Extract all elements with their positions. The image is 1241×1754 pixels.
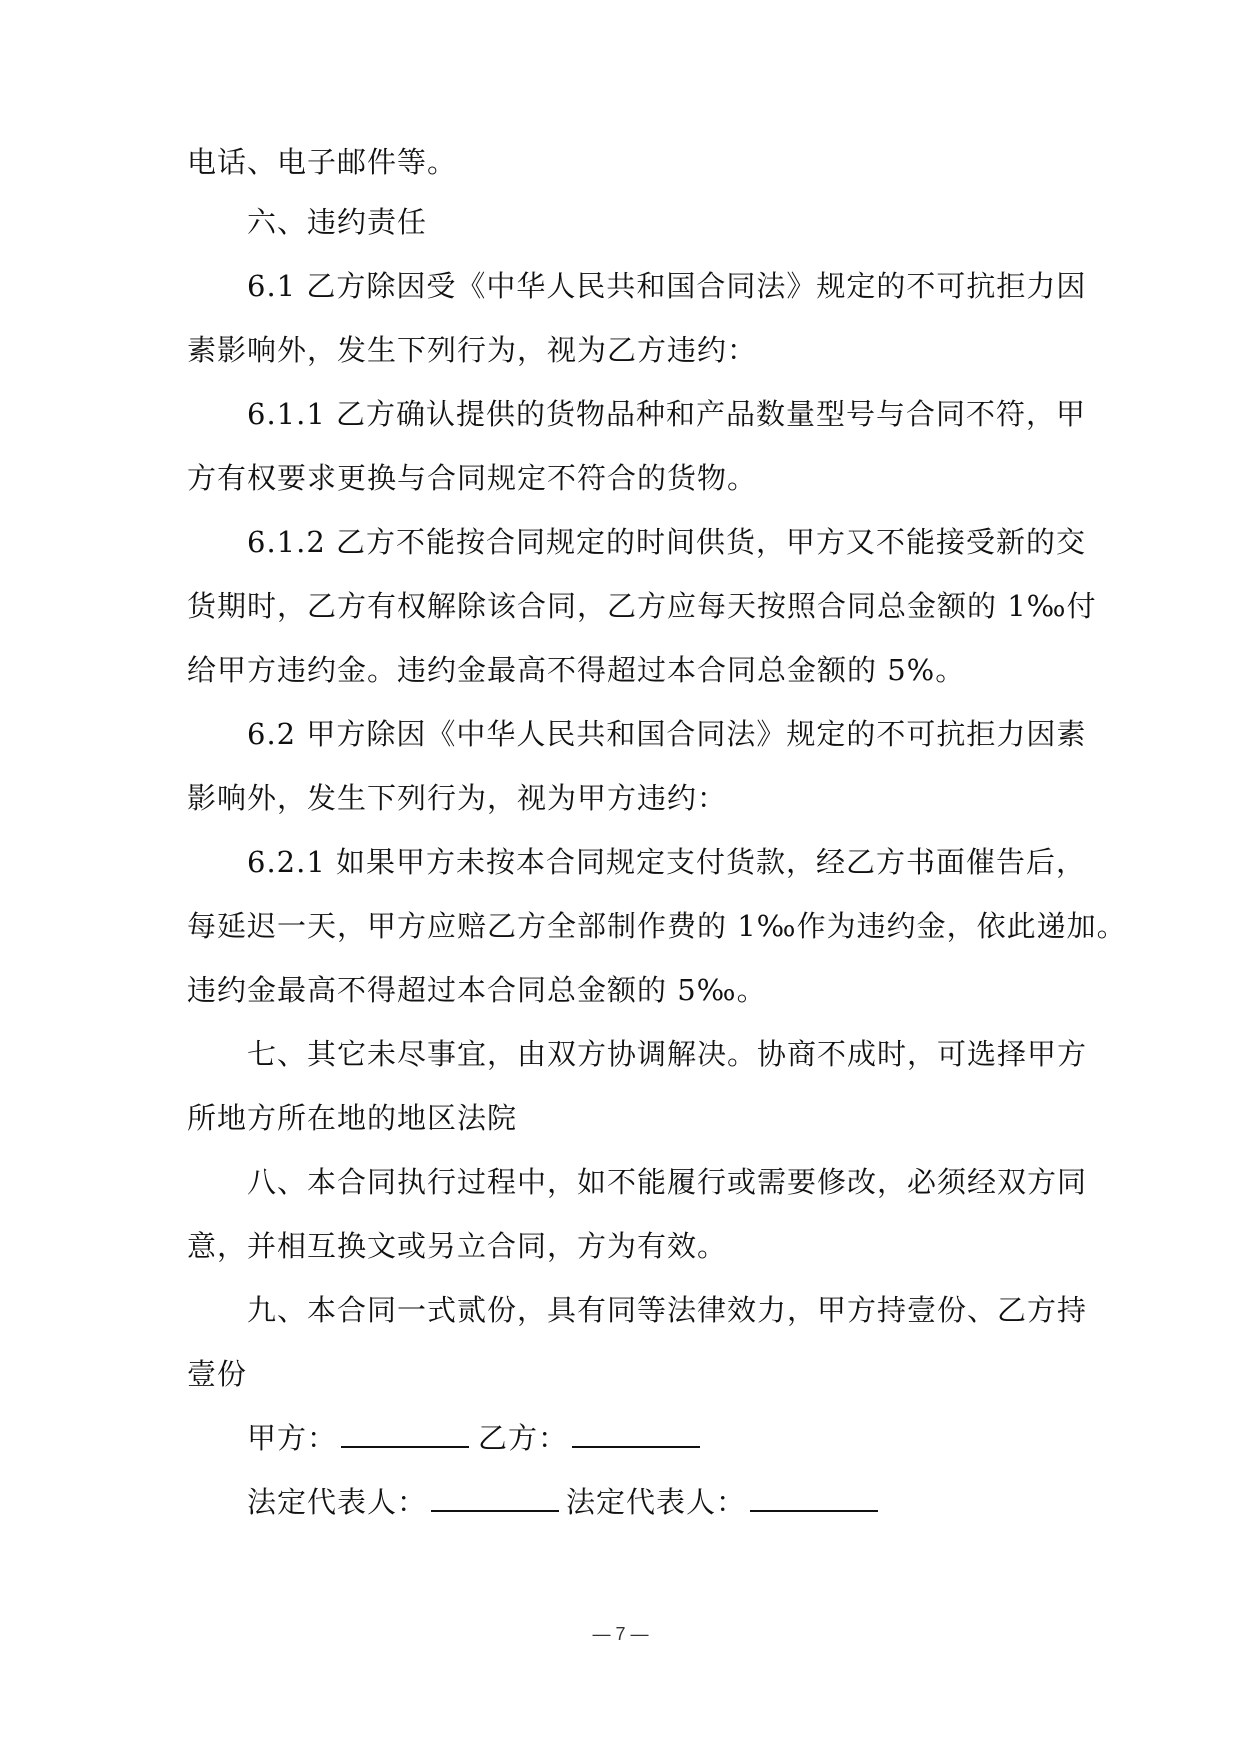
paragraph-line: 七、其它未尽事宜，由双方协调解决。协商不成时，可选择甲方 — [247, 1037, 1088, 1071]
paragraph-line: 所地方所在地的地区法院 — [187, 1101, 518, 1135]
party-b-signature — [478, 1418, 700, 1458]
paragraph-line: 6.1.2 乙方不能按合同规定的时间供货，甲方又不能接受新的交 — [247, 525, 1087, 559]
party-a-signature — [247, 1418, 469, 1458]
paragraph-line: 影响外，发生下列行为，视为甲方违约： — [187, 781, 728, 815]
section-heading: 六、违约责任 — [247, 205, 428, 239]
paragraph-line: 货期时，乙方有权解除该合同，乙方应每天按照合同总金额的 1‰付 — [187, 589, 1097, 623]
paragraph-line: 方有权要求更换与合同规定不符合的货物。 — [187, 461, 758, 495]
paragraph-line: 壹份 — [187, 1357, 248, 1391]
paragraph-line: 6.1 乙方除因受《中华人民共和国合同法》规定的不可抗拒力因 — [247, 269, 1087, 303]
page-number: — 7 — — [592, 1624, 649, 1644]
paragraph-line: 6.2 甲方除因《中华人民共和国合同法》规定的不可抗拒力因素 — [247, 717, 1087, 751]
rep-a-label: 法定代表人： — [247, 1485, 428, 1519]
paragraph-line: 电话、电子邮件等。 — [187, 145, 458, 179]
paragraph-line: 给甲方违约金。违约金最高不得超过本合同总金额的 5%。 — [187, 653, 966, 687]
paragraph-line: 九、本合同一式贰份，具有同等法律效力，甲方持壹份、乙方持 — [247, 1293, 1088, 1327]
party-a-blank — [341, 1422, 469, 1448]
party-a-label: 甲方： — [247, 1421, 338, 1455]
rep-a-blank — [431, 1486, 559, 1512]
rep-b-blank — [750, 1486, 878, 1512]
paragraph-line: 违约金最高不得超过本合同总金额的 5‰。 — [187, 973, 767, 1007]
party-b-blank — [572, 1422, 700, 1448]
paragraph-line: 6.1.1 乙方确认提供的货物品种和产品数量型号与合同不符，甲 — [247, 397, 1087, 431]
party-b-label: 乙方： — [478, 1421, 569, 1455]
paragraph-line: 意，并相互换文或另立合同，方为有效。 — [187, 1229, 728, 1263]
paragraph-line: 6.2.1 如果甲方未按本合同规定支付货款，经乙方书面催告后， — [247, 845, 1087, 879]
paragraph-line: 八、本合同执行过程中，如不能履行或需要修改，必须经双方同 — [247, 1165, 1088, 1199]
rep-b-label: 法定代表人： — [566, 1485, 747, 1519]
rep-b-signature — [566, 1482, 878, 1522]
rep-a-signature — [247, 1482, 559, 1522]
paragraph-line: 素影响外，发生下列行为，视为乙方违约： — [187, 333, 758, 367]
paragraph-line: 每延迟一天，甲方应赔乙方全部制作费的 1‰作为违约金，依此递加。 — [187, 909, 1127, 943]
